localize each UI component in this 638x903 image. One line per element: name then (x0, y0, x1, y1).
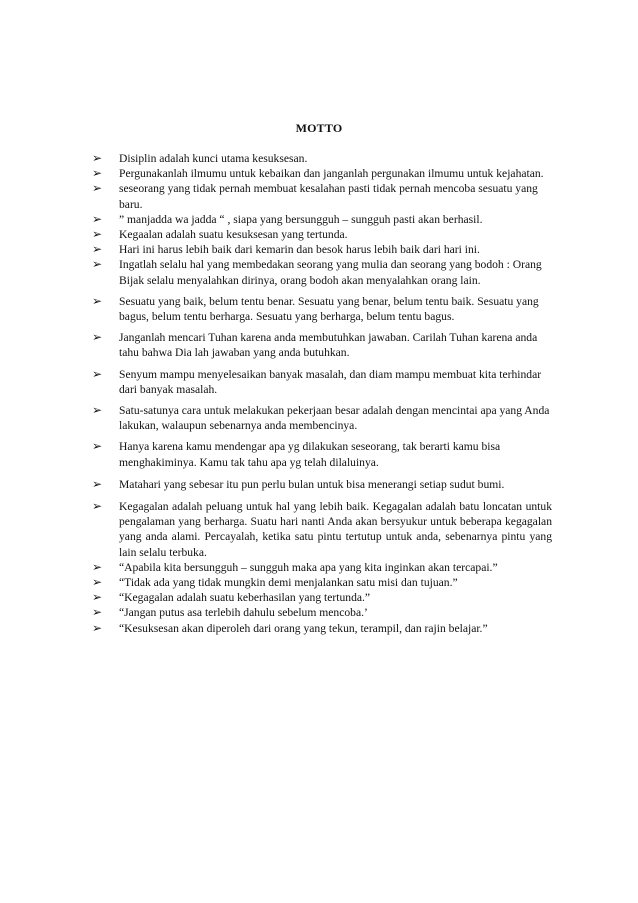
list-item-text: “Tidak ada yang tidak mungkin demi menjalankan satu misi dan tujuan.” (119, 576, 458, 590)
list-item-text: Kegagalan adalah peluang untuk hal yang lebih baik. Kegagalan adalah batu loncatan untuk pengalaman yang berharga. Suatu hari nanti Anda akan bersyukur untuk beberapa kegagalan yang anda alami. Percayalah, ketika satu pintu tertutup untuk anda, sebenarnya pintu yang lain selalu terbuka. (119, 500, 552, 559)
list-item-text: Sesuatu yang baik, belum tentu benar. Sesuatu yang benar, belum tentu baik. Sesuatu yang bagus, belum tentu berharga. Sesuatu yang berharga, belum tentu bagus. (119, 294, 539, 324)
list-item (92, 242, 552, 257)
list-item-text: “Kesuksesan akan diperoleh dari orang yang tekun, terampil, dan rajin belajar.” (119, 621, 488, 635)
bullet-arrow-icon: ➢ (92, 330, 103, 345)
list-item-text: Hanya karena kamu mendengar apa yg dilakukan seseorang, tak berarti kamu bisa menghakiminya. Kamu tak tahu apa yg telah dilaluinya. (119, 440, 501, 469)
list-item-text: Kegaalan adalah suatu kesuksesan yang tertunda. (119, 228, 348, 242)
bullet-arrow-icon: ➢ (92, 590, 103, 605)
bullet-arrow-icon: ➢ (92, 403, 103, 418)
list-item (92, 590, 552, 605)
bullet-arrow-icon: ➢ (92, 293, 103, 308)
bullet-arrow-icon: ➢ (92, 257, 103, 272)
bullet-arrow-icon: ➢ (92, 166, 103, 181)
list-item (92, 227, 552, 242)
bullet-arrow-icon: ➢ (92, 227, 103, 242)
list-item (92, 403, 552, 433)
list-item-text: Pergunakanlah ilmumu untuk kebaikan dan janganlah pergunakan ilmumu untuk kejahatan. (119, 167, 544, 181)
list-item-text: Ingatlah selalu hal yang membedakan seorang yang mulia dan seorang yang bodoh : Orang Bijak selalu menyalahkan dirinya, orang bodoh akan menyalahkan orang lain. (119, 258, 542, 287)
page-title: MOTTO (295, 121, 343, 135)
list-item-text: Senyum mampu menyelesaikan banyak masalah, dan diam mampu membuat kita terhindar dari banyak masalah. (119, 367, 542, 396)
list-item-text: seseorang yang tidak pernah membuat kesalahan pasti tidak pernah mencoba sesuatu yang baru. (119, 182, 538, 211)
motto-list (92, 151, 552, 636)
bullet-arrow-icon: ➢ (92, 499, 103, 514)
list-item (92, 560, 552, 575)
list-item (92, 181, 552, 211)
list-item (92, 439, 552, 469)
list-item-text: Matahari yang sebesar itu pun perlu bulan untuk bisa menerangi setiap sudut bumi. (119, 477, 505, 491)
list-item (92, 605, 552, 620)
list-item-text: Hari ini harus lebih baik dari kemarin dan besok harus lebih baik dari hari ini. (119, 243, 480, 257)
list-item (92, 621, 552, 636)
bullet-arrow-icon: ➢ (92, 151, 103, 165)
bullet-arrow-icon: ➢ (92, 211, 103, 226)
list-item (92, 294, 552, 324)
bullet-arrow-icon: ➢ (92, 366, 103, 381)
bullet-arrow-icon: ➢ (92, 575, 103, 590)
list-item-text: “Apabila kita bersungguh – sungguh maka apa yang kita inginkan akan tercapai.” (119, 560, 498, 574)
list-item (92, 367, 552, 397)
bullet-arrow-icon: ➢ (92, 620, 103, 635)
list-item (92, 575, 552, 590)
bullet-arrow-icon: ➢ (92, 559, 103, 574)
list-item (92, 257, 552, 287)
list-item (92, 330, 552, 360)
list-item-text: ” manjadda wa jadda “ , siapa yang bersungguh – sungguh pasti akan berhasil. (119, 212, 483, 226)
bullet-arrow-icon: ➢ (92, 605, 103, 620)
bullet-arrow-icon: ➢ (92, 476, 103, 491)
list-item-text: Satu-satunya cara untuk melakukan pekerjaan besar adalah dengan mencintai apa yang Anda lakukan, walaupun sebenarnya anda membencinya. (119, 404, 550, 433)
bullet-arrow-icon: ➢ (92, 181, 103, 196)
list-item-text: “Kegagalan adalah suatu keberhasilan yang tertunda.” (119, 591, 371, 605)
list-item-text: Janganlah mencari Tuhan karena anda membutuhkan jawaban. Carilah Tuhan karena anda tahu bahwa Dia lah jawaban yang anda butuhkan. (119, 331, 538, 360)
bullet-arrow-icon: ➢ (92, 242, 103, 257)
list-item-text: “Jangan putus asa terlebih dahulu sebelum mencoba.’ (119, 606, 368, 620)
list-item (92, 151, 552, 166)
list-item (92, 212, 552, 227)
bullet-arrow-icon: ➢ (92, 439, 103, 454)
list-item (92, 499, 552, 560)
list-item (92, 477, 552, 492)
list-item-text: Disiplin adalah kunci utama kesuksesan. (119, 152, 308, 165)
list-item (92, 166, 552, 181)
